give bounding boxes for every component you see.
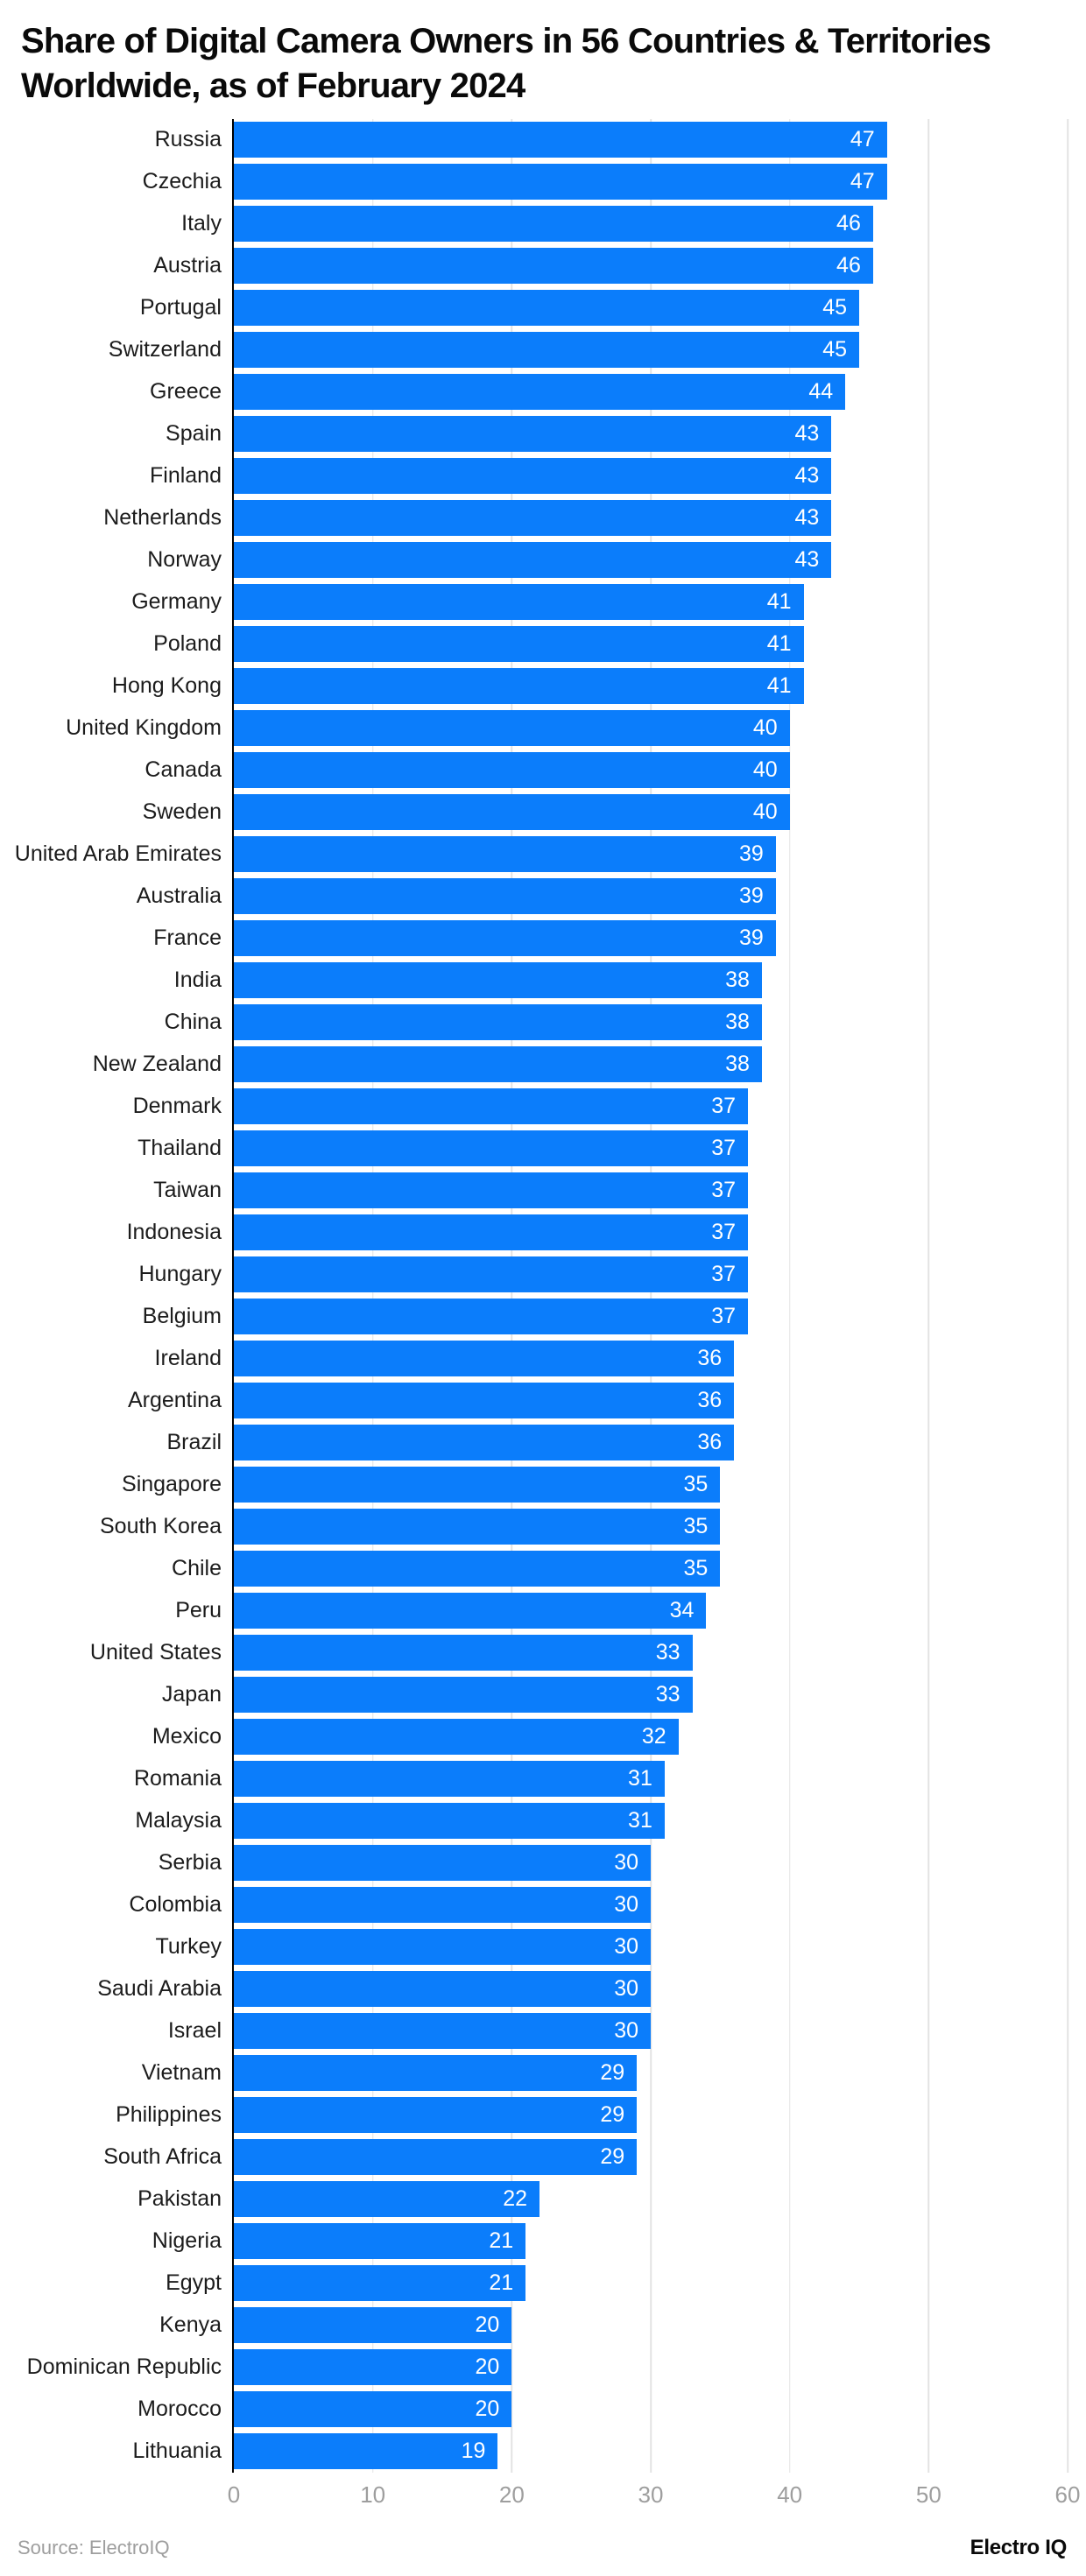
bar-value-label: 32 xyxy=(641,1724,666,1749)
bar-row xyxy=(0,1632,1086,1674)
category-label: Poland xyxy=(153,631,222,657)
bar-track xyxy=(234,1761,1068,1797)
bar-row xyxy=(0,1086,1086,1128)
category-label: United Kingdom xyxy=(66,715,222,741)
bar xyxy=(234,206,873,242)
bar-track xyxy=(234,626,1068,662)
category-label: Hong Kong xyxy=(111,673,222,699)
bar-row xyxy=(0,1044,1086,1086)
bar xyxy=(234,1172,748,1208)
bar-value-label: 46 xyxy=(836,211,861,236)
category-label: Czechia xyxy=(142,169,222,194)
category-label: India xyxy=(173,968,222,993)
bar xyxy=(234,1088,748,1124)
bar-track xyxy=(234,2265,1068,2301)
bar xyxy=(234,332,859,368)
category-label: Germany xyxy=(131,589,222,615)
bar xyxy=(234,2097,637,2133)
bar-value-label: 21 xyxy=(489,2228,514,2254)
bar xyxy=(234,500,831,536)
bar-value-label: 34 xyxy=(669,1598,695,1623)
category-label: Russia xyxy=(154,127,222,152)
bar xyxy=(234,752,790,788)
bar-value-label: 37 xyxy=(711,1262,737,1287)
bar-row xyxy=(0,1380,1086,1422)
bar-row xyxy=(0,1002,1086,1044)
brand-text: Electro IQ xyxy=(970,2536,1067,2559)
bar-value-label: 39 xyxy=(738,926,764,951)
bar-value-label: 31 xyxy=(628,1808,652,1833)
category-label: Italy xyxy=(181,211,222,236)
bar-track xyxy=(234,1593,1068,1629)
bar-track xyxy=(234,752,1068,788)
bar-row xyxy=(0,287,1086,329)
bar xyxy=(234,1383,734,1418)
bar-row xyxy=(0,1212,1086,1254)
bar-value-label: 43 xyxy=(794,421,820,447)
bar xyxy=(234,1887,651,1923)
bar-value-label: 40 xyxy=(752,715,778,741)
bar-track xyxy=(234,1425,1068,1460)
bar-row xyxy=(0,2178,1086,2221)
bar-value-label: 30 xyxy=(614,2018,638,2044)
bar-value-label: 20 xyxy=(475,2397,500,2422)
bar-value-label: 21 xyxy=(489,2270,514,2296)
category-label: Belgium xyxy=(142,1304,222,1329)
category-label: United Arab Emirates xyxy=(14,841,222,867)
bar-track xyxy=(234,2181,1068,2217)
bar-value-label: 37 xyxy=(711,1094,737,1119)
chart-title xyxy=(0,0,1086,109)
x-tick-label-10: 10 xyxy=(360,2481,386,2508)
bar-row xyxy=(0,413,1086,455)
bar-row xyxy=(0,329,1086,371)
bar xyxy=(234,1971,651,2007)
bar-row xyxy=(0,1968,1086,2010)
bar xyxy=(234,1299,748,1334)
bar-track xyxy=(234,710,1068,746)
bar xyxy=(234,1929,651,1965)
bar-row xyxy=(0,1758,1086,1800)
x-tick-label-50: 50 xyxy=(915,2481,941,2508)
category-label: Vietnam xyxy=(141,2060,222,2086)
bar xyxy=(234,164,887,200)
bar-value-label: 41 xyxy=(766,631,792,657)
bar-value-label: 35 xyxy=(683,1556,709,1581)
bar xyxy=(234,836,776,872)
bar xyxy=(234,920,776,956)
bar-track xyxy=(234,1551,1068,1587)
bar-row xyxy=(0,876,1086,918)
footer xyxy=(0,2536,1086,2560)
category-label: Taiwan xyxy=(153,1178,222,1203)
bar-value-label: 40 xyxy=(752,757,778,783)
bar-row xyxy=(0,2263,1086,2305)
category-label: Peru xyxy=(175,1598,222,1623)
bar-value-label: 29 xyxy=(600,2060,625,2086)
bar-row xyxy=(0,245,1086,287)
bar-track xyxy=(234,1845,1068,1881)
bar xyxy=(234,290,859,326)
category-label: Lithuania xyxy=(132,2439,222,2464)
x-tick-label-0: 0 xyxy=(227,2481,241,2508)
bar-row xyxy=(0,2389,1086,2431)
bar xyxy=(234,1467,720,1503)
category-label: Argentina xyxy=(127,1388,222,1413)
bar-value-label: 45 xyxy=(822,295,847,320)
bar-value-label: 30 xyxy=(614,1850,638,1876)
bar xyxy=(234,668,804,704)
bar-track xyxy=(234,1341,1068,1376)
bar-value-label: 37 xyxy=(711,1304,737,1329)
bar-row xyxy=(0,918,1086,960)
category-label: Romania xyxy=(133,1766,222,1791)
category-label: China xyxy=(164,1010,222,1035)
bar xyxy=(234,1845,651,1881)
bar xyxy=(234,2265,525,2301)
bar-track xyxy=(234,1719,1068,1755)
x-tick-label-20: 20 xyxy=(498,2481,525,2508)
category-label: Pakistan xyxy=(138,2186,222,2212)
bar xyxy=(234,1803,665,1839)
bar xyxy=(234,248,873,284)
bar-track xyxy=(234,1803,1068,1839)
bar xyxy=(234,626,804,662)
bar-track xyxy=(234,1887,1068,1923)
bar-track xyxy=(234,668,1068,704)
category-label: Sweden xyxy=(142,799,222,825)
bar-track xyxy=(234,206,1068,242)
bar xyxy=(234,1677,693,1713)
bar-row xyxy=(0,539,1086,581)
bar-value-label: 36 xyxy=(697,1430,723,1455)
bar-row xyxy=(0,1926,1086,1968)
bar-value-label: 47 xyxy=(850,169,875,194)
bar-row xyxy=(0,581,1086,623)
bar-value-label: 35 xyxy=(683,1472,709,1497)
x-axis-ticks xyxy=(227,2480,1081,2509)
bar-row xyxy=(0,2347,1086,2389)
bar xyxy=(234,2139,637,2175)
bar xyxy=(234,1214,748,1250)
bar-value-label: 39 xyxy=(738,841,764,867)
bar-track xyxy=(234,1088,1068,1124)
bar-row xyxy=(0,1716,1086,1758)
x-tick-label-60: 60 xyxy=(1054,2481,1081,2508)
category-label: Chile xyxy=(172,1556,222,1581)
bar xyxy=(234,374,845,410)
bar-value-label: 33 xyxy=(655,1682,681,1707)
category-label: Singapore xyxy=(122,1472,222,1497)
bar-track xyxy=(234,584,1068,620)
bar-row xyxy=(0,834,1086,876)
category-label: Denmark xyxy=(132,1094,222,1119)
bar xyxy=(234,2223,525,2259)
category-label: Serbia xyxy=(158,1850,222,1876)
bar-track xyxy=(234,1635,1068,1671)
bar xyxy=(234,2181,539,2217)
category-label: South Korea xyxy=(100,1514,222,1539)
bar-row xyxy=(0,455,1086,497)
bar xyxy=(234,962,762,998)
bar xyxy=(234,2433,497,2469)
bar-row xyxy=(0,792,1086,834)
category-label: Norway xyxy=(147,547,222,573)
bar xyxy=(234,794,790,830)
bar-track xyxy=(234,2307,1068,2343)
plot-area xyxy=(0,119,1086,2473)
category-label: Nigeria xyxy=(152,2228,222,2254)
bar-track xyxy=(234,836,1068,872)
bar xyxy=(234,584,804,620)
bar-track xyxy=(234,1383,1068,1418)
bar-track xyxy=(234,1130,1068,1166)
category-label: Spain xyxy=(166,421,222,447)
bar-value-label: 45 xyxy=(822,337,847,362)
category-label: New Zealand xyxy=(92,1052,222,1077)
bar-track xyxy=(234,500,1068,536)
bar-row xyxy=(0,1842,1086,1884)
bar-row xyxy=(0,497,1086,539)
bar-track xyxy=(234,962,1068,998)
bar-row xyxy=(0,707,1086,750)
bar-track xyxy=(234,1467,1068,1503)
bar xyxy=(234,542,831,578)
category-label: Egypt xyxy=(166,2270,222,2296)
bar-track xyxy=(234,164,1068,200)
category-label: Netherlands xyxy=(103,505,222,531)
bar-value-label: 43 xyxy=(794,463,820,489)
category-label: Canada xyxy=(145,757,222,783)
category-label: Thailand xyxy=(138,1136,222,1161)
bar-track xyxy=(234,2013,1068,2049)
bar-track xyxy=(234,542,1068,578)
bar-value-label: 46 xyxy=(836,253,861,278)
bar-track xyxy=(234,1256,1068,1292)
category-label: Dominican Republic xyxy=(26,2354,222,2380)
bar-track xyxy=(234,2391,1068,2427)
bar-row xyxy=(0,1464,1086,1506)
category-label: Turkey xyxy=(155,1934,222,1960)
bar-row xyxy=(0,960,1086,1002)
bar-track xyxy=(234,374,1068,410)
category-label: Portugal xyxy=(139,295,222,320)
bar-track xyxy=(234,248,1068,284)
bar-row xyxy=(0,665,1086,707)
bar-track xyxy=(234,2097,1068,2133)
chart-title-line1: Share of Digital Camera Owners in 56 Countries & Territories xyxy=(21,22,991,60)
category-label: Colombia xyxy=(129,1892,222,1918)
bar-row xyxy=(0,1338,1086,1380)
bar-track xyxy=(234,1046,1068,1082)
bar-value-label: 41 xyxy=(766,673,792,699)
bar xyxy=(234,2055,637,2091)
bar xyxy=(234,1719,679,1755)
category-label: Kenya xyxy=(159,2312,222,2338)
category-label: Saudi Arabia xyxy=(97,1976,222,2002)
bar-value-label: 47 xyxy=(850,127,875,152)
bar-row xyxy=(0,2221,1086,2263)
category-label: Brazil xyxy=(166,1430,222,1455)
category-label: Philippines xyxy=(116,2102,222,2128)
bar-value-label: 20 xyxy=(475,2312,500,2338)
bar xyxy=(234,1004,762,1040)
bar xyxy=(234,1341,734,1376)
bar-track xyxy=(234,1509,1068,1545)
bar-row xyxy=(0,1170,1086,1212)
bar-row xyxy=(0,203,1086,245)
category-label: Japan xyxy=(161,1682,222,1707)
bar-value-label: 37 xyxy=(711,1136,737,1161)
bar-value-label: 35 xyxy=(683,1514,709,1539)
bar-value-label: 33 xyxy=(655,1640,681,1665)
bar xyxy=(234,2307,511,2343)
bar-track xyxy=(234,2055,1068,2091)
bar-row xyxy=(0,371,1086,413)
bar-track xyxy=(234,1172,1068,1208)
bar-track xyxy=(234,794,1068,830)
bar-value-label: 38 xyxy=(725,1052,750,1077)
bar-track xyxy=(234,2349,1068,2385)
bar xyxy=(234,1509,720,1545)
bar xyxy=(234,1046,762,1082)
bar-track xyxy=(234,1214,1068,1250)
bar-row xyxy=(0,1506,1086,1548)
bar-value-label: 43 xyxy=(794,547,820,573)
bar-track xyxy=(234,2139,1068,2175)
bar xyxy=(234,1761,665,1797)
bar xyxy=(234,416,831,452)
bar-track xyxy=(234,878,1068,914)
bar-row xyxy=(0,1422,1086,1464)
bar-row xyxy=(0,1674,1086,1716)
bar-track xyxy=(234,1677,1068,1713)
bar xyxy=(234,1635,693,1671)
category-label: Hungary xyxy=(138,1262,222,1287)
bar xyxy=(234,2349,511,2385)
category-label: Greece xyxy=(150,379,222,405)
source-text: Source: ElectroIQ xyxy=(18,2537,170,2558)
bar-row xyxy=(0,2305,1086,2347)
category-label: Israel xyxy=(167,2018,222,2044)
bar-value-label: 38 xyxy=(725,968,750,993)
bar xyxy=(234,122,887,158)
bar-value-label: 29 xyxy=(600,2102,625,2128)
bar-row xyxy=(0,1254,1086,1296)
category-label: Switzerland xyxy=(108,337,222,362)
bar-row xyxy=(0,2094,1086,2136)
bar-value-label: 22 xyxy=(503,2186,528,2212)
bar-track xyxy=(234,1299,1068,1334)
category-label: Morocco xyxy=(138,2397,222,2422)
bar-value-label: 37 xyxy=(711,1178,737,1203)
bar-value-label: 36 xyxy=(697,1388,723,1413)
chart-title-line2: Worldwide, as of February 2024 xyxy=(21,66,525,105)
bar-row xyxy=(0,161,1086,203)
bar-row xyxy=(0,2052,1086,2094)
category-label: Australia xyxy=(136,883,222,909)
bar-value-label: 41 xyxy=(766,589,792,615)
bar-row xyxy=(0,2010,1086,2052)
category-label: Indonesia xyxy=(126,1220,222,1245)
bar-row xyxy=(0,119,1086,161)
x-tick-label-40: 40 xyxy=(777,2481,803,2508)
bar-value-label: 40 xyxy=(752,799,778,825)
bar-value-label: 30 xyxy=(614,1934,638,1960)
bar xyxy=(234,1130,748,1166)
bar-value-label: 30 xyxy=(614,1976,638,2002)
bar-value-label: 20 xyxy=(475,2354,500,2380)
bar xyxy=(234,2391,511,2427)
bar-track xyxy=(234,122,1068,158)
bar-value-label: 43 xyxy=(794,505,820,531)
bar-row xyxy=(0,623,1086,665)
bar xyxy=(234,458,831,494)
bar-track xyxy=(234,458,1068,494)
bar-row xyxy=(0,1296,1086,1338)
category-label: Malaysia xyxy=(135,1808,222,1833)
bar-track xyxy=(234,290,1068,326)
bar-value-label: 30 xyxy=(614,1892,638,1918)
category-label: Austria xyxy=(153,253,222,278)
bar-track xyxy=(234,2433,1068,2469)
bar-row xyxy=(0,1128,1086,1170)
bar-track xyxy=(234,416,1068,452)
bar xyxy=(234,1425,734,1460)
bar-track xyxy=(234,1971,1068,2007)
bar-value-label: 38 xyxy=(725,1010,750,1035)
category-label: United States xyxy=(89,1640,222,1665)
bar-row xyxy=(0,1548,1086,1590)
bar-value-label: 31 xyxy=(628,1766,652,1791)
bar-value-label: 37 xyxy=(711,1220,737,1245)
bar xyxy=(234,1593,706,1629)
bar-track xyxy=(234,1004,1068,1040)
bar-row xyxy=(0,1800,1086,1842)
bar-track xyxy=(234,332,1068,368)
category-label: Finland xyxy=(150,463,222,489)
bar-row xyxy=(0,750,1086,792)
bar-track xyxy=(234,2223,1068,2259)
bar-row xyxy=(0,1590,1086,1632)
category-label: Ireland xyxy=(154,1346,222,1371)
bar xyxy=(234,1256,748,1292)
bar xyxy=(234,2013,651,2049)
bar-value-label: 39 xyxy=(738,883,764,909)
bar xyxy=(234,1551,720,1587)
bar-row xyxy=(0,2136,1086,2178)
bar-value-label: 44 xyxy=(808,379,834,405)
bar xyxy=(234,710,790,746)
bar-row xyxy=(0,2431,1086,2473)
bar-rows xyxy=(0,119,1086,2473)
category-label: France xyxy=(153,926,222,951)
category-label: Mexico xyxy=(152,1724,222,1749)
bar-track xyxy=(234,1929,1068,1965)
category-label: South Africa xyxy=(103,2144,222,2170)
x-axis xyxy=(0,2480,1086,2509)
bar-value-label: 36 xyxy=(697,1346,723,1371)
bar xyxy=(234,878,776,914)
bar-track xyxy=(234,920,1068,956)
x-tick-label-30: 30 xyxy=(638,2481,664,2508)
bar-value-label: 19 xyxy=(461,2439,486,2464)
bar-row xyxy=(0,1884,1086,1926)
bar-value-label: 29 xyxy=(600,2144,625,2170)
